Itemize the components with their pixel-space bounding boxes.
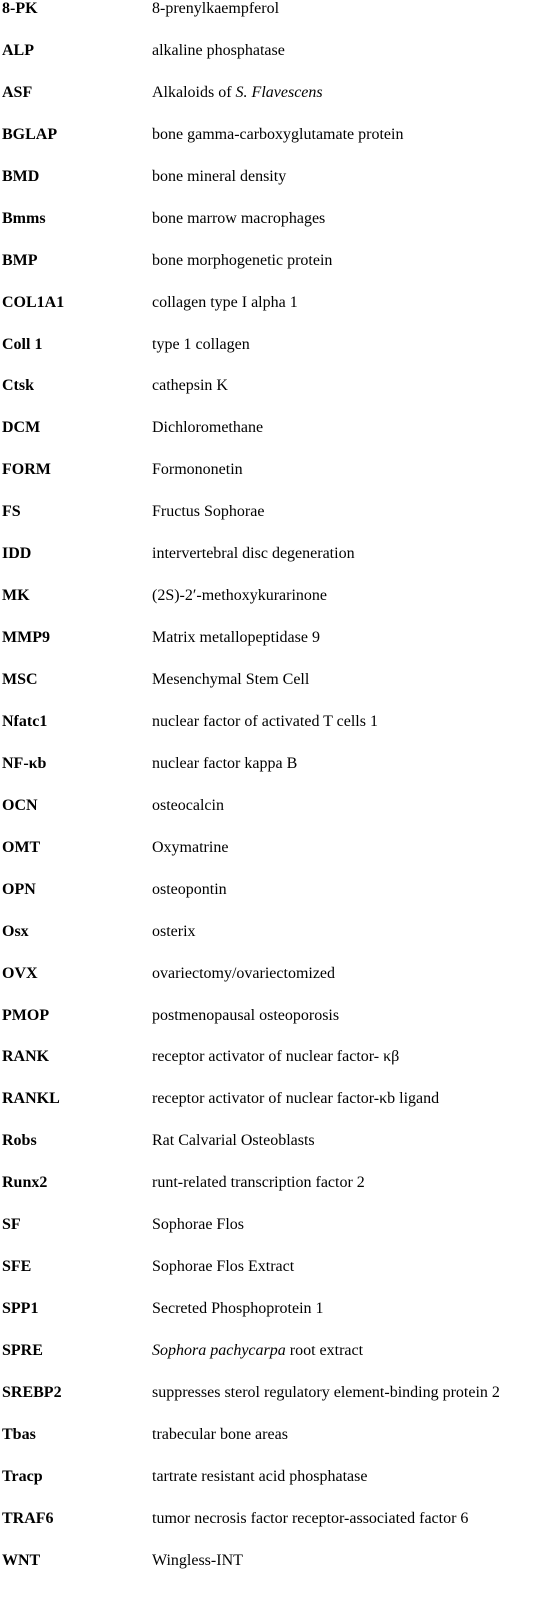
abbreviation-definition: type 1 collagen <box>152 335 250 353</box>
abbreviation-definition: bone mineral density <box>152 167 287 185</box>
abbreviation-term: MK <box>2 587 30 605</box>
abbreviation-term: SPRE <box>2 1342 43 1359</box>
abbreviation-row <box>0 377 558 419</box>
abbreviation-term: IDD <box>2 545 32 563</box>
abbreviation-definition: (2S)-2′-methoxykurarinone <box>152 587 328 605</box>
abbreviation-row <box>0 294 558 336</box>
abbreviation-definition: alkaline phosphatase <box>152 41 285 59</box>
abbreviation-row <box>0 1468 558 1510</box>
abbreviation-definition: bone morphogenetic protein <box>152 251 333 269</box>
abbreviation-definition: Secreted Phosphoprotein 1 <box>152 1300 324 1318</box>
abbreviation-term: PMOP <box>2 1006 50 1024</box>
abbreviation-definition: Sophorae Flos <box>152 1216 244 1234</box>
abbreviation-definition: Fructus Sophorae <box>152 503 265 521</box>
abbreviation-definition: trabecular bone areas <box>152 1425 288 1443</box>
abbreviation-term: RANKL <box>2 1090 60 1108</box>
abbreviation-row <box>0 671 558 713</box>
abbreviation-definition: nuclear factor kappa B <box>152 754 298 772</box>
abbreviation-row <box>0 419 558 461</box>
abbreviation-row <box>0 587 558 629</box>
abbreviation-term: DCM <box>2 419 41 437</box>
abbreviation-term: Tracp <box>2 1467 43 1485</box>
abbreviation-definition: Mesenchymal Stem Cell <box>152 671 310 688</box>
abbreviation-term: Runx2 <box>2 1174 48 1192</box>
abbreviation-term: ASF <box>2 83 33 101</box>
abbreviation-term: BMP <box>2 251 38 269</box>
abbreviation-row <box>0 0 558 42</box>
abbreviation-term: FS <box>2 503 21 521</box>
abbreviation-row <box>0 629 558 671</box>
abbreviation-row <box>0 1007 558 1049</box>
abbreviation-term: TRAF6 <box>2 1509 54 1527</box>
abbreviation-row <box>0 1552 558 1594</box>
abbreviation-definition: receptor activator of nuclear factor- κβ <box>152 1048 400 1066</box>
abbreviation-row <box>0 1132 558 1174</box>
abbreviation-definition: Wingless-INT <box>152 1551 243 1569</box>
abbreviation-term: RANK <box>2 1048 50 1066</box>
abbreviation-row <box>0 1048 558 1090</box>
abbreviation-definition: receptor activator of nuclear factor-κb ligand <box>152 1090 440 1108</box>
abbreviation-row <box>0 336 558 378</box>
abbreviation-row <box>0 881 558 923</box>
definition-italic-text: S. Flavescens <box>235 83 323 101</box>
abbreviation-term: SF <box>2 1216 21 1234</box>
abbreviation-row <box>0 461 558 503</box>
abbreviation-row <box>0 1216 558 1258</box>
abbreviation-definition: collagen type I alpha 1 <box>152 293 298 311</box>
definition-text: Alkaloids of <box>152 83 236 101</box>
abbreviation-row <box>0 42 558 84</box>
abbreviation-row <box>0 755 558 797</box>
abbreviation-definition: osterix <box>152 922 196 940</box>
abbreviation-row <box>0 1090 558 1132</box>
abbreviation-row <box>0 1426 558 1468</box>
abbreviation-row <box>0 503 558 545</box>
abbreviation-term: Coll 1 <box>2 335 43 353</box>
abbreviation-definition: Oxymatrine <box>152 838 229 856</box>
abbreviation-definition: Rat Calvarial Osteoblasts <box>152 1132 315 1150</box>
abbreviation-definition: Formononetin <box>152 461 243 479</box>
abbreviation-term: Bmms <box>2 209 46 227</box>
abbreviation-definition: ovariectomy/ovariectomized <box>152 964 336 982</box>
abbreviation-row <box>0 713 558 755</box>
abbreviation-term: Tbas <box>2 1425 36 1443</box>
abbreviation-definition: osteopontin <box>152 880 227 898</box>
abbreviation-row <box>0 1258 558 1300</box>
abbreviation-term: BGLAP <box>2 125 58 143</box>
abbreviation-row <box>0 1300 558 1342</box>
abbreviation-definition: Matrix metallopeptidase 9 <box>152 629 320 647</box>
abbreviation-term: Osx <box>2 922 29 940</box>
abbreviation-definition: Sophorae Flos Extract <box>152 1258 295 1276</box>
abbreviation-definition: bone gamma-carboxyglutamate protein <box>152 125 404 143</box>
abbreviation-row <box>0 252 558 294</box>
abbreviation-term: COL1A1 <box>2 293 65 311</box>
abbreviation-definition: 8-prenylkaempferol <box>152 0 280 17</box>
abbreviation-row <box>0 545 558 587</box>
abbreviation-definition: postmenopausal osteoporosis <box>152 1006 340 1024</box>
abbreviation-term: OMT <box>2 838 41 856</box>
abbreviation-definition <box>152 1342 363 1360</box>
abbreviation-definition: runt-related transcription factor 2 <box>152 1174 365 1192</box>
abbreviation-term: SPP1 <box>2 1300 39 1318</box>
abbreviation-term: MSC <box>2 671 38 688</box>
abbreviation-definition: Dichloromethane <box>152 419 264 437</box>
abbreviation-row <box>0 210 558 252</box>
abbreviation-term: FORM <box>2 461 51 479</box>
abbreviation-term: OPN <box>2 880 36 898</box>
abbreviation-row <box>0 1342 558 1384</box>
definition-italic-text: Sophora pachycarpa <box>152 1342 286 1359</box>
abbreviation-term: SFE <box>2 1258 32 1276</box>
abbreviation-definition: bone marrow macrophages <box>152 209 326 227</box>
abbreviation-term: NF-κb <box>2 754 47 772</box>
definition-text: root extract <box>285 1342 364 1359</box>
abbreviation-row <box>0 965 558 1007</box>
abbreviation-definition: suppresses sterol regulatory element-binding protein 2 <box>152 1383 500 1401</box>
abbreviation-term: WNT <box>2 1551 41 1569</box>
abbreviation-definition: tumor necrosis factor receptor-associated factor 6 <box>152 1509 469 1527</box>
abbreviation-definition: intervertebral disc degeneration <box>152 545 355 563</box>
abbreviation-row <box>0 839 558 881</box>
abbreviation-row <box>0 1510 558 1552</box>
abbreviation-definition: osteocalcin <box>152 796 224 814</box>
abbreviation-definition: cathepsin K <box>152 377 228 395</box>
abbreviation-row <box>0 84 558 126</box>
abbreviation-row <box>0 923 558 965</box>
abbreviation-definition: tartrate resistant acid phosphatase <box>152 1467 368 1485</box>
abbreviation-row <box>0 1174 558 1216</box>
abbreviation-term: ALP <box>2 41 34 59</box>
abbreviation-term: MMP9 <box>2 629 50 647</box>
abbreviation-term: SREBP2 <box>2 1383 62 1401</box>
abbreviation-term: Robs <box>2 1132 37 1150</box>
abbreviation-term: Nfatc1 <box>2 712 48 730</box>
abbreviation-row <box>0 168 558 210</box>
abbreviation-definition <box>152 84 323 102</box>
abbreviation-term: OVX <box>2 964 38 982</box>
abbreviation-row <box>0 797 558 839</box>
abbreviation-term: Ctsk <box>2 377 35 395</box>
abbreviation-term: OCN <box>2 796 38 814</box>
abbreviation-row <box>0 1384 558 1426</box>
abbreviation-row <box>0 126 558 168</box>
abbreviation-definition: nuclear factor of activated T cells 1 <box>152 712 378 730</box>
abbreviation-term: 8-PK <box>2 0 38 17</box>
abbreviation-term: BMD <box>2 167 40 185</box>
